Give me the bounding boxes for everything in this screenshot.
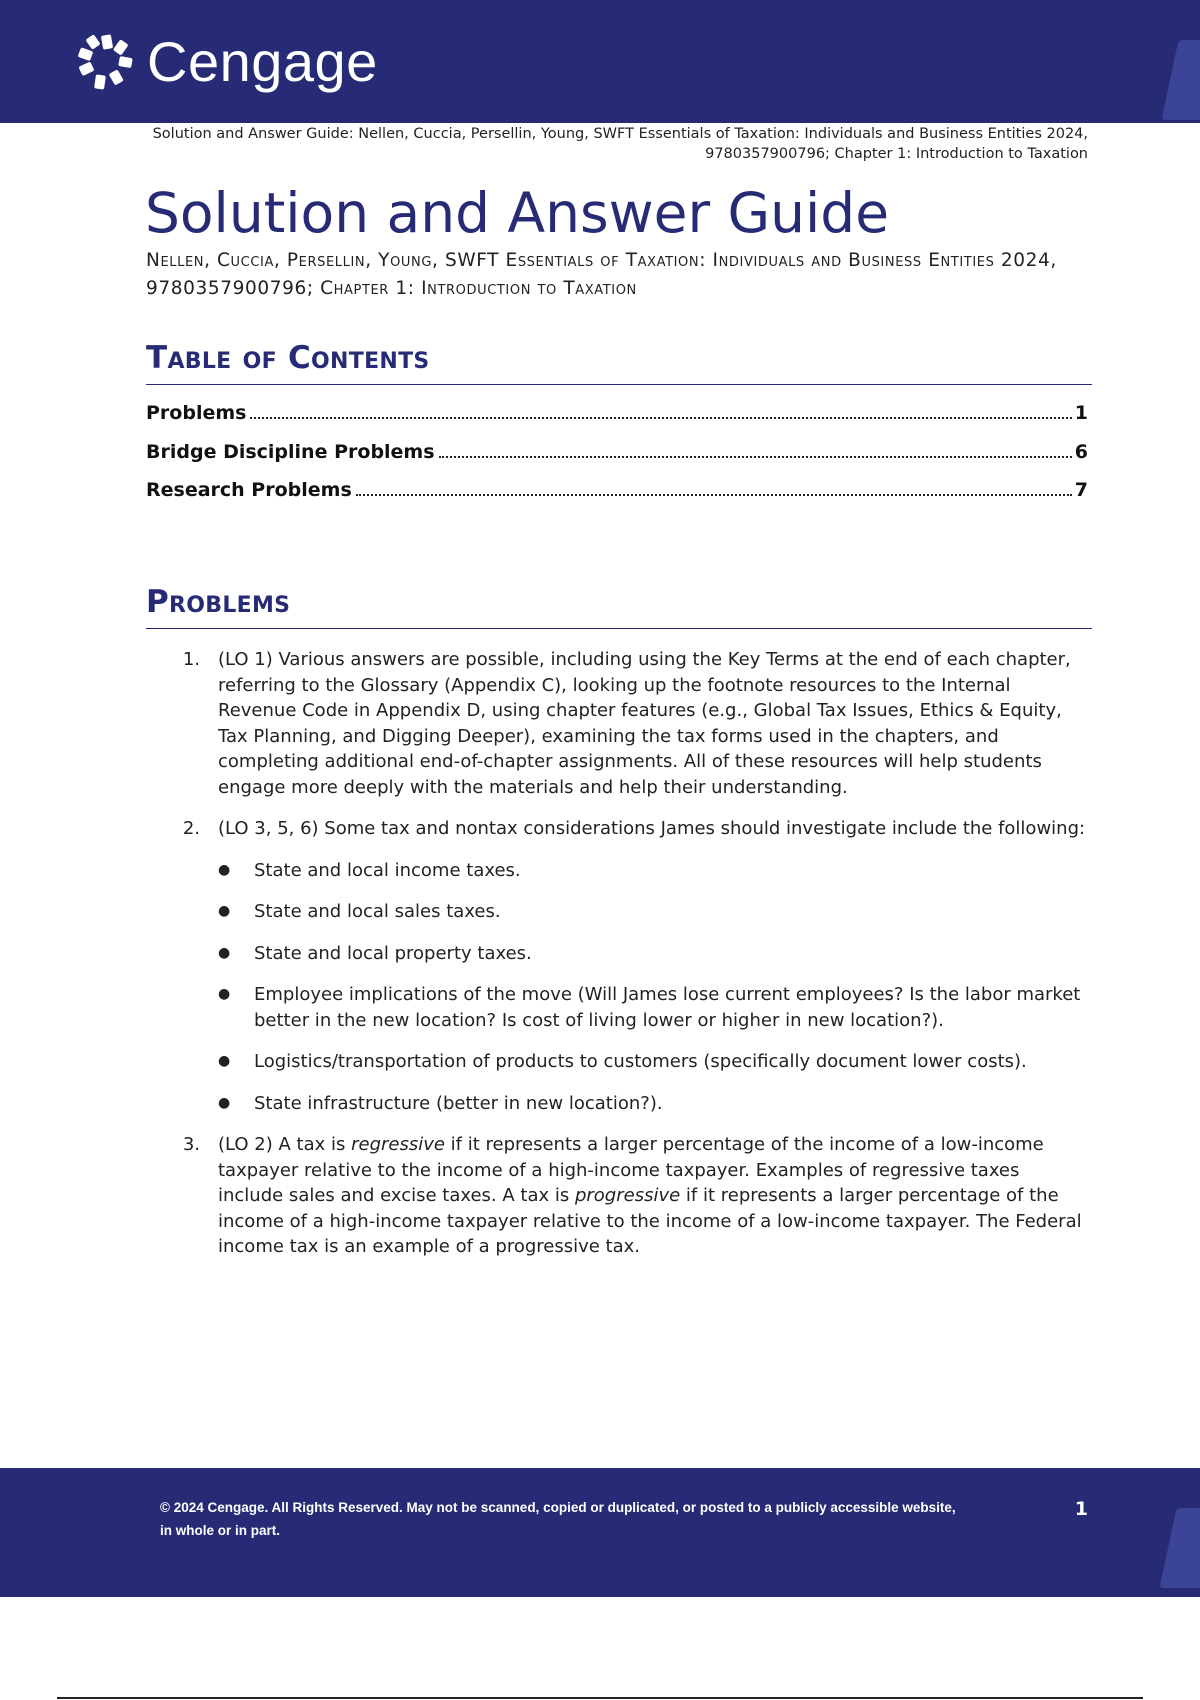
bullet-text: State and local sales taxes. [254,901,501,922]
bottom-divider [57,1697,1143,1699]
logo-text: Cengage [147,30,378,93]
toc-entry-research-problems[interactable] [146,479,1088,518]
bullet-icon: ● [218,944,231,961]
list-item [218,1091,1086,1117]
toc-entry-label: Research Problems [146,479,352,501]
page-number: 1 [1074,1498,1088,1520]
list-item [218,982,1086,1033]
toc-leader-dots [250,416,1071,419]
problems-list [146,647,1086,1276]
bullet-icon: ● [218,903,231,919]
bullet-text: Logistics/transportation of products to customers (specifically document lower costs). [254,1051,1027,1072]
page-subtitle: Nellen, Cuccia, Persellin, Young, SWFT Essentials of Taxation: Individuals and Business Entities 2024, 9780357900796; Chapter 1: Introduction to Taxation [146,250,1057,299]
toc-entry-page: 1 [1074,402,1088,424]
toc-entry-label: Bridge Discipline Problems [146,440,435,463]
corner-decoration [1159,1508,1200,1588]
problem-number: 3. [182,1134,200,1155]
text-run: if it represents a larger percentage of the income of a low-income taxpayer relative to the income of a high-income taxpayer. Examples of regressive taxes include sales and excise taxes. A tax is [218,1134,1044,1206]
running-head: Solution and Answer Guide: Nellen, Cuccia, Persellin, Young, SWFT Essentials of Taxation: Individuals and Business Entities 2024, 9780357900796; Chapter 1: Introduction to Taxation [152,126,1088,162]
problem-item [146,1132,1086,1260]
bullet-text: State infrastructure (better in new location?). [254,1092,663,1114]
toc-entry-label: Problems [146,402,247,424]
toc-entry-page: 6 [1074,440,1088,463]
toc-entry-problems[interactable] [146,402,1088,441]
footer-band [0,1468,1200,1597]
list-item [218,941,1086,967]
toc-leader-dots [439,455,1072,458]
text-run: if it represents a larger percentage of the income of a high-income taxpayer relative to the income of a low-income taxpayer. The Federal income tax is an example of a progressive tax. [218,1185,1082,1257]
bullet-text: State and local property taxes. [254,942,532,964]
emphasis-term: regressive [351,1134,445,1155]
bullet-list [218,858,1086,1117]
bullet-text: State and local income taxes. [254,859,521,881]
problem-number: 2. [182,818,200,839]
emphasis-term: progressive [574,1185,681,1206]
problem-number: 1. [182,649,200,670]
toc-entry-page: 7 [1074,479,1088,501]
bullet-icon: ● [218,986,231,1002]
text-run: (LO 2) A tax is [218,1134,352,1155]
problem-text: (LO 3, 5, 6) Some tax and nontax considerations James should investigate include the following: [218,818,1086,839]
bullet-icon: ● [218,1094,231,1111]
problem-text: (LO 1) Various answers are possible, including using the Key Terms at the end of each chapter, referring to the Glossary (Appendix C), looking up the footnote resources to the Internal Revenue Code in Appendix D, using chapter features (e.g., Global Tax Issues, Ethics & Equity, Tax Planning, and Digging Deeper), examining the tax forms used in the chapters, and completing additional end-of-chapter assignments. All of these resources will help students engage more deeply with the materials and help their understanding. [218,649,1071,798]
cengage-logo-icon [75,31,137,93]
problem-text [218,1132,1086,1260]
bullet-icon: ● [218,861,231,878]
list-item [218,858,1086,884]
bullet-icon: ● [218,1053,231,1069]
list-item [218,1049,1086,1075]
problem-item [146,647,1086,800]
problems-heading: Problems [146,582,1092,629]
cengage-logo [75,30,378,94]
bullet-text: Employee implications of the move (Will James lose current employees? Is the labor market better in the new location? Is cost of living lower or higher in new location?). [254,984,1081,1031]
table-of-contents [146,402,1088,518]
problem-item [146,816,1086,1116]
page-title: Solution and Answer Guide [145,181,890,245]
corner-decoration [1161,40,1200,120]
copyright-notice: © 2024 Cengage. All Rights Reserved. May not be scanned, copied or duplicated, or posted to a publicly accessible website, in whole or in part. [160,1500,956,1538]
toc-heading: Table of Contents [146,338,1092,385]
header-band [0,0,1200,123]
list-item [218,899,1086,925]
toc-entry-bridge-discipline-problems[interactable] [146,441,1088,480]
toc-leader-dots [356,493,1072,496]
